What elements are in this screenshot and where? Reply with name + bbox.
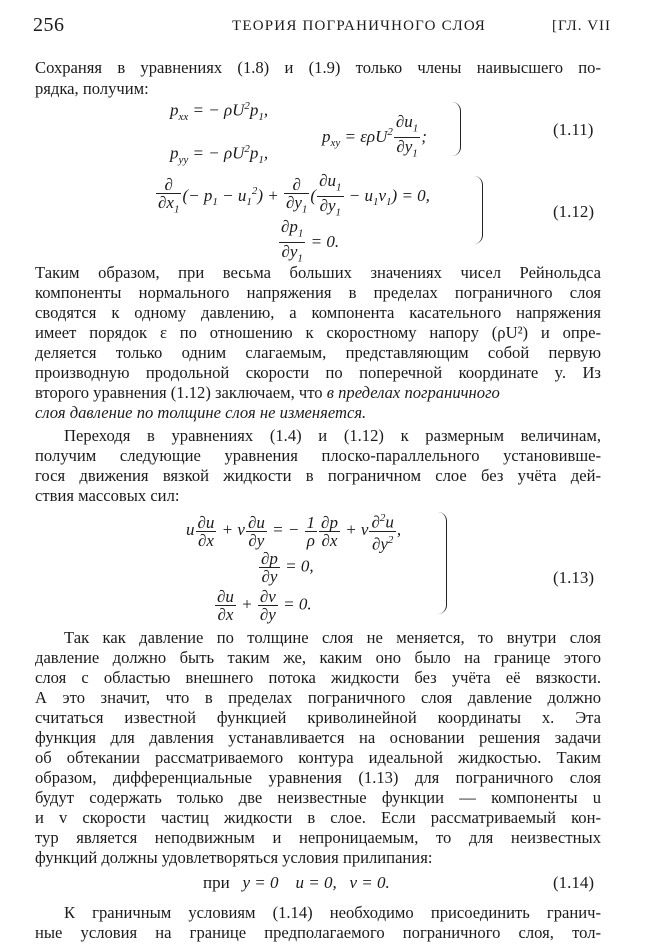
text-line: рядка, получим: — [35, 79, 149, 98]
equation-no-slip: при y = 0 u = 0, v = 0. — [203, 873, 390, 892]
text-line: ствия массовых сил: — [35, 486, 180, 505]
text-line: гося движения вязкой жидкости в пограничном слое без учёта дей- — [35, 466, 601, 485]
equation-pyy: $p_{yy}$ = − $\rho U^2p_1$, — [170, 143, 269, 167]
equation-number: (1.13) — [553, 568, 595, 587]
equation-pxy: $p_{xy} = \varepsilon\rho U^2$ $\frac{\partial u_1}{\partial y_1}$ ; — [322, 112, 427, 160]
equation-pressure: $\frac{\partial p}{\partial y}$ = 0, — [261, 549, 314, 586]
text-line: получим следующие уравнения плоско-параллельного установивше- — [35, 446, 601, 465]
text-line: Сохраняя в уравнениях (1.8) и (1.9) только члены наивысшего по- — [35, 58, 601, 77]
equation-continuity-1: $\frac{\partial}{\partial x_1}$ (− $p_1 - u_1^2$) + $\frac{\partial}{\partial y_1}$ ( $\frac{\partial u_1}{\partial y_1}$ − $u_1v_1) = 0$, — [158, 171, 430, 219]
equation-continuity: $\frac{\partial u}{\partial x}$ + $\frac{\partial v}{\partial y}$ = 0. — [217, 587, 312, 624]
equation-number: (1.11) — [553, 120, 594, 139]
text-line: второго уравнения (1.12) заключаем, что в пределах пограничного — [35, 383, 500, 402]
text-line: Таким образом, при весьма больших значениях чисел Рейнольдса — [35, 263, 601, 282]
text-line: и v скорости частиц жидкости в слое. Если рассматриваемый кон- — [35, 808, 601, 827]
text-line: А это значит, что в пределах пограничного слоя давление должно — [35, 688, 601, 707]
text-line: функций должны удовлетворяться условия прилипания: — [35, 848, 433, 867]
running-title: ТЕОРИЯ ПОГРАНИЧНОГО СЛОЯ — [232, 18, 487, 34]
text-line: тур является неподвижным и непроницаемым, то для неизвестных — [35, 828, 601, 847]
equation-pxx: $p_{xx}$ = − $\rho U^2p_1$, — [170, 100, 269, 124]
text-line: К граничным условиям (1.14) необходимо присоединить гранич- — [64, 903, 601, 922]
equation-number: (1.14) — [553, 873, 595, 892]
brace — [452, 102, 461, 156]
text-line: функция для давления устанавливается на основании решения задачи — [35, 728, 601, 747]
text-line: давление должно быть таким же, каким оно было на границе этого — [35, 648, 601, 667]
text-line: об обтекании рассматриваемого контура идеальной жидкостью. Таким — [35, 748, 601, 767]
text-line: деляется только одним слагаемым, представляющим собой первую — [35, 343, 601, 362]
text-line: Так как давление по толщине слоя не меняется, то внутри слоя — [64, 628, 601, 647]
page-number: 256 — [33, 14, 65, 36]
brace — [474, 176, 483, 244]
text-line: производную продольной скорости по поперечной координате y. Из — [35, 363, 601, 382]
text-line: слоя с областью внешнего потока жидкости без учёта её вязкости. — [35, 668, 601, 687]
text-line: сводятся к одному давлению, а компонента касательного напряжения — [35, 303, 601, 322]
text-line: имеет порядок ε по отношению к скоростному напору (ρU²) и опре- — [35, 323, 601, 342]
equation-momentum: u $\frac{\partial u}{\partial x}$ + v $\frac{\partial u}{\partial y}$ = − $\frac{1}{\rho}$ $\frac{\partial p}{\partial x}$ + ν $\frac{\partial^2u}{\partial y^2}$ , — [186, 512, 402, 554]
text-line: образом, дифференциальные уравнения (1.13) для пограничного слоя — [35, 768, 601, 787]
text-line: будут содержать только две неизвестные функции — компоненты u — [35, 788, 601, 807]
text-line: считаться известной функцией криволинейной координаты x. Эта — [35, 708, 601, 727]
brace — [438, 512, 447, 614]
text-line: Переходя в уравнениях (1.4) и (1.12) к размерным величинам, — [64, 426, 601, 445]
equation-number: (1.12) — [553, 202, 595, 221]
text-line: компоненты нормального напряжения в пределах пограничного слоя — [35, 283, 601, 302]
text-line: слоя давление по толщине слоя не изменяется. — [35, 403, 367, 422]
chapter-label: [ГЛ. VII — [552, 18, 612, 34]
text-line: ные условия на границе предполагаемого пограничного слоя, тол- — [35, 923, 601, 942]
equation-dp-dy: $\frac{\partial p_1}{\partial y_1}$ = 0. — [281, 217, 340, 265]
